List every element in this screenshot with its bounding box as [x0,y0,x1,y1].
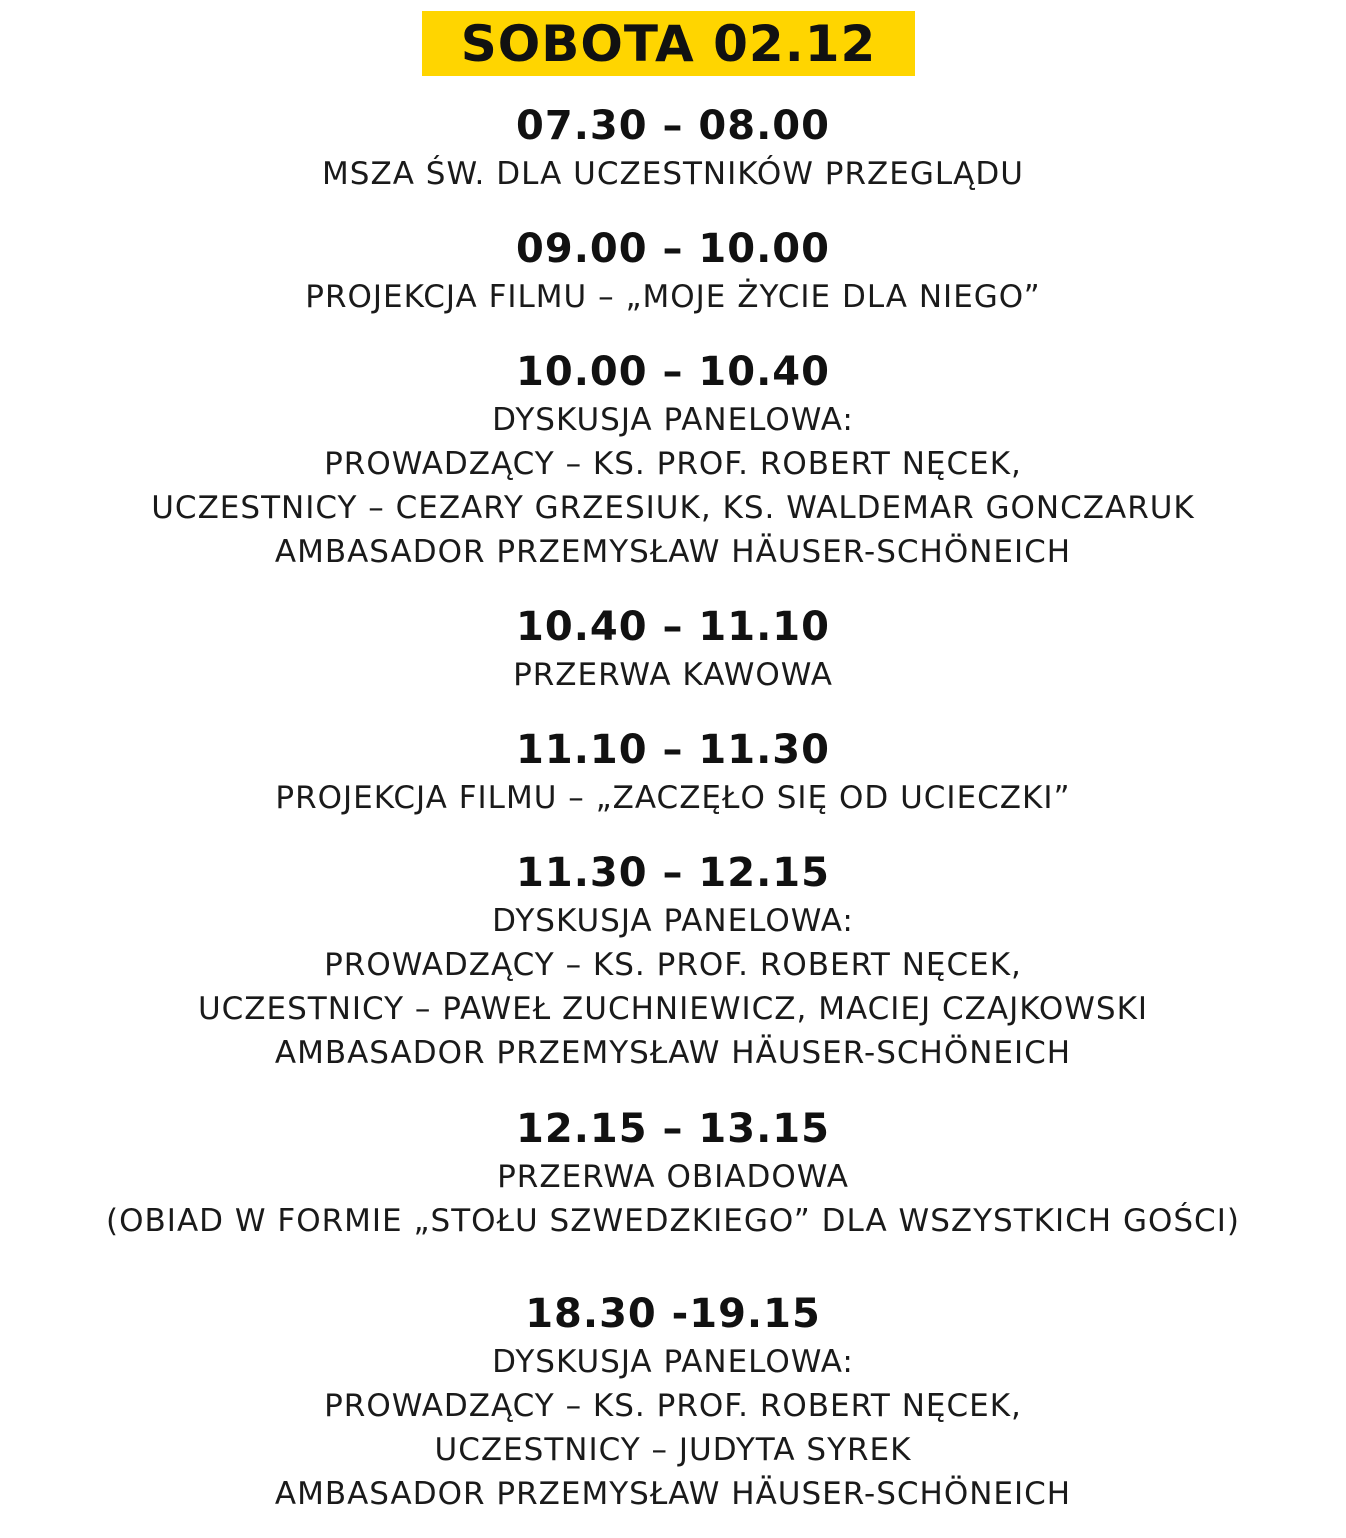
event-participants: UCZESTNICY – PAWEŁ ZUCHNIEWICZ, MACIEJ CZAJKOWSKI [197,991,1149,1027]
event-time: 10.40 – 11.10 [516,604,830,650]
event-ambassador: AMBASADOR PRZEMYSŁAW HÄUSER-SCHÖNEICH [274,1035,1072,1071]
schedule-item [0,601,1346,697]
event-moderator: PROWADZĄCY – KS. PROF. ROBERT NĘCEK, [324,947,1022,983]
event-description: PROJEKCJA FILMU – „ZACZĘŁO SIĘ OD UCIECZKI” [275,780,1071,816]
schedule-item [0,1288,1346,1516]
event-time: 10.00 – 10.40 [516,349,830,395]
event-time: 18.30 -19.15 [525,1291,821,1337]
event-time: 12.15 – 13.15 [516,1106,830,1152]
event-description: DYSKUSJA PANELOWA: [492,1344,854,1380]
event-description: PROJEKCJA FILMU – „MOJE ŻYCIE DLA NIEGO” [305,279,1041,315]
event-note: (OBIAD W FORMIE „STOŁU SZWEDZKIEGO” DLA WSZYSTKICH GOŚCI) [106,1203,1240,1239]
event-moderator: PROWADZĄCY – KS. PROF. ROBERT NĘCEK, [324,1388,1022,1424]
event-time: 11.10 – 11.30 [516,727,830,773]
event-participants: UCZESTNICY – JUDYTA SYREK [434,1432,912,1468]
schedule-item [0,724,1346,820]
event-moderator: PROWADZĄCY – KS. PROF. ROBERT NĘCEK, [324,446,1022,482]
schedule-item [0,223,1346,319]
schedule-item [0,847,1346,1075]
event-time: 11.30 – 12.15 [516,850,830,896]
event-ambassador: AMBASADOR PRZEMYSŁAW HÄUSER-SCHÖNEICH [274,1476,1072,1512]
schedule-item [0,100,1346,196]
event-description: MSZA ŚW. DLA UCZESTNIKÓW PRZEGLĄDU [322,156,1024,192]
schedule-item [0,346,1346,574]
event-time: 07.30 – 08.00 [516,103,830,149]
schedule-item [0,1103,1346,1243]
day-header [422,11,915,76]
event-description: DYSKUSJA PANELOWA: [492,903,854,939]
day-title: SOBOTA 02.12 [460,14,877,73]
event-time: 09.00 – 10.00 [516,226,830,272]
event-description: DYSKUSJA PANELOWA: [492,402,854,438]
event-ambassador: AMBASADOR PRZEMYSŁAW HÄUSER-SCHÖNEICH [274,534,1072,570]
event-description: PRZERWA KAWOWA [513,657,833,693]
event-description: PRZERWA OBIADOWA [497,1159,849,1195]
event-participants: UCZESTNICY – CEZARY GRZESIUK, KS. WALDEMAR GONCZARUK [151,490,1195,526]
